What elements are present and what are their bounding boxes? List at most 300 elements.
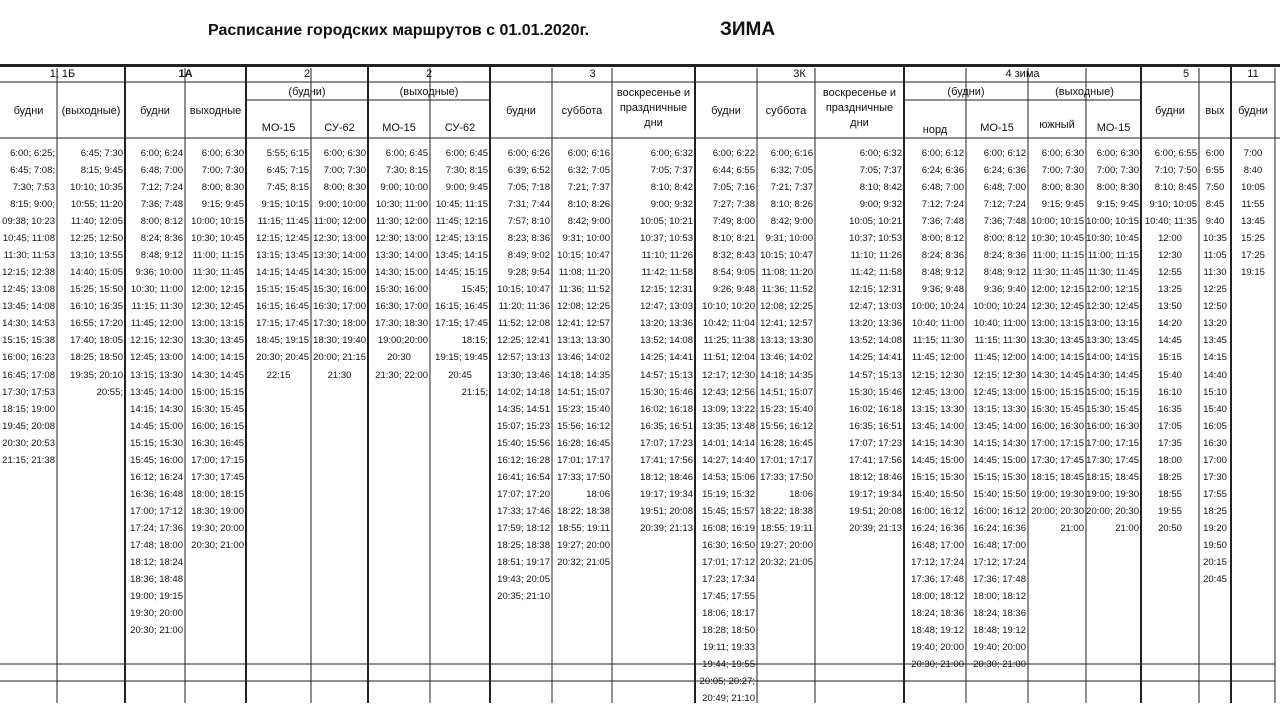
schedule-cell: 17:35 <box>1158 437 1182 449</box>
schedule-cell: 17:30; 17:53 <box>2 386 55 398</box>
schedule-cell: 15:23; 15:40 <box>760 403 813 415</box>
schedule-cell: 19:45; 20:08 <box>2 420 55 432</box>
schedule-cell: 6:00; 6:32 <box>859 148 902 159</box>
schedule-cell: 13:20; 13:36 <box>849 318 902 330</box>
schedule-cell: 8:32; 8:43 <box>712 250 755 262</box>
page-title: Расписание городских маршрутов с 01.01.2020г. <box>208 22 590 39</box>
schedule-cell: 16:24; 16:36 <box>973 522 1026 534</box>
schedule-cell: 13:45; 14:00 <box>973 420 1026 432</box>
schedule-cell: 13:45; 14:15 <box>435 250 488 262</box>
schedule-cell: 14:30; 14:53 <box>2 318 55 330</box>
schedule-cell: 16:30; 16:50 <box>702 539 755 551</box>
schedule-cell: 13:00; 13:15 <box>191 318 244 330</box>
schedule-cell: 19:11; 19:33 <box>702 642 755 654</box>
schedule-cell: 9:28; 9:54 <box>507 267 550 279</box>
schedule-cell: 17:33; 17:46 <box>497 505 550 517</box>
schedule-cell: 8:24; 8:36 <box>140 233 183 245</box>
schedule-cell: 17:07; 17:23 <box>849 437 902 449</box>
column-header: выходные <box>189 105 242 117</box>
schedule-cell: 17:30; 17:45 <box>1086 454 1139 466</box>
column-header: МО-15 <box>1096 122 1131 134</box>
schedule-cell: 10:55; 11:20 <box>70 199 123 211</box>
schedule-cell: 11:30; 11:45 <box>1087 267 1139 279</box>
column-header: будни <box>13 105 44 117</box>
schedule-cell: 20:30; 21:00 <box>973 659 1026 671</box>
schedule-cell: 10:42; 11:04 <box>702 318 755 330</box>
schedule-cell: 6:00; 6:12 <box>983 148 1026 159</box>
schedule-cell: 14:40 <box>1203 369 1227 381</box>
schedule-cell: 11:00; 12:00 <box>313 216 366 228</box>
schedule-cell: 7:30; 7:53 <box>12 182 55 194</box>
schedule-cell: 9:31; 10:00 <box>562 233 610 245</box>
schedule-cell: 14:25; 14:41 <box>849 352 902 364</box>
schedule-cell: 8:48; 9:12 <box>983 267 1026 279</box>
schedule-cell: 7:21; 7:37 <box>567 182 610 194</box>
schedule-cell: 7:31; 7:44 <box>507 199 550 211</box>
schedule-cell: 13:15; 13:30 <box>911 403 964 415</box>
schedule-cell: 11:15; 11:30 <box>912 335 964 347</box>
schedule-cell: 14:30; 15:00 <box>375 267 428 279</box>
schedule-cell: 15:15; 15:45 <box>256 284 309 296</box>
schedule-cell: 17:23; 17:34 <box>702 574 755 585</box>
schedule-cell: 8:42; 9:00 <box>770 216 813 228</box>
schedule-cell: 6:00; 6:24 <box>140 148 183 159</box>
schedule-cell: 15:40; 15:50 <box>911 488 964 500</box>
schedule-cell: 16:00; 16:12 <box>911 505 964 517</box>
schedule-cell: 16:02; 16:18 <box>640 403 693 415</box>
schedule-cell: 14:20 <box>1158 318 1182 330</box>
schedule-cell: 17:33; 17:50 <box>760 471 813 483</box>
schedule-cell: 19:27; 20:00 <box>760 539 813 551</box>
schedule-cell: 16:28; 16:45 <box>557 437 610 449</box>
schedule-cell: 19:20 <box>1203 522 1227 534</box>
schedule-cell: 11:05 <box>1203 250 1227 262</box>
route-header: 2 <box>303 68 311 80</box>
schedule-cell: 20:00; 21:15 <box>313 352 366 364</box>
schedule-cell: 17:30; 17:45 <box>191 471 244 483</box>
schedule-cell: 16:00; 16:12 <box>973 505 1026 517</box>
schedule-cell: 14:45; 15:00 <box>130 420 183 432</box>
schedule-cell: 13:30; 14:00 <box>375 250 428 262</box>
schedule-cell: 15:15; 15:30 <box>911 471 964 483</box>
schedule-cell: 19:40; 20:00 <box>911 642 964 654</box>
schedule-cell: 12:15; 12:30 <box>973 369 1026 381</box>
schedule-cell: 6:00; 6:30 <box>1096 148 1139 159</box>
schedule-cell: 12:17; 12:30 <box>702 369 755 381</box>
schedule-cell: 9:00; 10:00 <box>318 199 366 211</box>
schedule-cell: 18:06; 18:17 <box>702 608 755 620</box>
schedule-cell: 18:25 <box>1158 471 1182 483</box>
schedule-cell: 16:08; 16:19 <box>702 522 755 534</box>
schedule-cell: 17:00; 17:15 <box>1031 437 1084 449</box>
schedule-cell: 15:30; 15:46 <box>640 386 693 398</box>
schedule-cell: 19:55 <box>1158 505 1182 517</box>
schedule-cell: 10:00; 10:15 <box>191 216 244 228</box>
schedule-cell: 12:00; 12:15 <box>1031 284 1084 296</box>
schedule-cell: 13:45 <box>1241 216 1265 228</box>
schedule-cell: 11:30; 11:45 <box>1032 267 1084 279</box>
schedule-cell: 14:53; 15:06 <box>702 471 755 483</box>
schedule-cell: 12:45; 13:08 <box>2 284 55 296</box>
schedule-cell: 16:30; 16:45 <box>191 437 244 449</box>
schedule-cell: 15:40; 15:56 <box>497 437 550 449</box>
schedule-cell: 12:45; 13:15 <box>435 233 488 245</box>
schedule-cell: 17:30; 18:30 <box>375 318 428 330</box>
group-header: (выходные) <box>399 86 459 98</box>
schedule-cell: 7:10; 7:50 <box>1154 165 1197 177</box>
schedule-cell: 19:27; 20:00 <box>557 539 610 551</box>
column-header: будни <box>506 105 536 117</box>
schedule-cell: 15:30; 15:45 <box>191 403 244 415</box>
schedule-cell: 8:10; 8:26 <box>567 199 610 211</box>
group-header: (выходные) <box>1055 86 1114 98</box>
schedule-cell: 14:40; 15:05 <box>70 267 123 279</box>
schedule-cell: 20:32; 21:05 <box>557 556 610 568</box>
schedule-cell: 19:51; 20:08 <box>640 505 693 517</box>
schedule-cell: 15:00; 15:15 <box>191 386 244 398</box>
schedule-cell: 18:48; 19:12 <box>973 625 1026 637</box>
schedule-cell: 16:12; 16:24 <box>130 471 183 483</box>
schedule-cell: 15:40 <box>1203 403 1227 415</box>
schedule-cell: 10:30; 11:00 <box>130 284 183 296</box>
schedule-cell: 6:39; 6:52 <box>507 165 550 177</box>
schedule-cell: 8:10; 8:42 <box>650 182 693 194</box>
schedule-cell: 18:12; 18:24 <box>130 556 183 568</box>
schedule-cell: 6:00; 6:30 <box>201 148 244 159</box>
schedule-cell: 17:00; 17:15 <box>1086 437 1139 449</box>
column-header: южный <box>1039 119 1075 131</box>
schedule-cell: 17:30; 17:45 <box>1031 454 1084 466</box>
schedule-cell: 11:30; 11:53 <box>3 250 55 262</box>
schedule-cell: 17:30 <box>1203 471 1227 483</box>
schedule-cell: 12:47; 13:03 <box>849 301 902 313</box>
schedule-cell: 12:15; 12:31 <box>849 284 902 296</box>
schedule-cell: 17:24; 17:36 <box>130 522 183 534</box>
schedule-cell: 16:02; 16:18 <box>849 403 902 415</box>
schedule-cell: 9:15; 9:45 <box>1096 199 1139 211</box>
schedule-cell: 18:15; <box>461 335 488 347</box>
schedule-cell: 16:35; 16:51 <box>849 420 902 432</box>
schedule-cell: 12:45; 13:00 <box>973 386 1026 398</box>
schedule-cell: 10:00; 10:15 <box>1031 216 1084 228</box>
schedule-cell: 17:59; 18:12 <box>497 522 550 534</box>
schedule-cell: 21:00 <box>1060 522 1084 534</box>
schedule-cell: 10:37; 10:53 <box>849 233 902 245</box>
schedule-cell: 10:05; 10:21 <box>849 216 902 228</box>
schedule-cell: 6:00 <box>1205 148 1225 159</box>
schedule-cell: 8:23; 8:36 <box>507 233 550 245</box>
schedule-cell: 10:30; 10:45 <box>1086 233 1139 245</box>
schedule-cell: 14:45; 15:00 <box>973 454 1026 466</box>
column-header: СУ-62 <box>444 122 476 134</box>
schedule-cell: 14:30; 14:45 <box>1086 369 1139 381</box>
schedule-cell: 09:38; 10:23 <box>2 216 55 228</box>
schedule-cell: 11:40; 12:05 <box>70 216 123 228</box>
schedule-cell: 10:00; 10:24 <box>911 301 964 313</box>
schedule-cell: 14:15 <box>1203 352 1227 364</box>
schedule-cell: 16:35 <box>1158 403 1182 415</box>
schedule-cell: 11:00; 11:15 <box>192 250 244 262</box>
schedule-cell: 17:07; 17:23 <box>640 437 693 449</box>
schedule-cell: 13:45; 14:00 <box>130 386 183 398</box>
schedule-cell: 15:19; 15:32 <box>702 488 755 500</box>
schedule-cell: 10:10; 10:35 <box>70 182 123 194</box>
schedule-cell: 7:36; 7:48 <box>921 216 964 228</box>
schedule-cell: 6:24; 6:36 <box>983 165 1026 177</box>
schedule-cell: 6:00; 6:32 <box>650 148 693 159</box>
schedule-cell: 20:49; 21:10 <box>702 693 755 705</box>
schedule-cell: 15:25; 15:50 <box>70 284 123 296</box>
column-header: будни <box>1238 105 1268 117</box>
schedule-cell: 12:25; 12:41 <box>497 335 550 347</box>
schedule-cell: 6:24; 6:36 <box>921 165 964 177</box>
schedule-cell: 13:52; 14:08 <box>640 335 693 347</box>
schedule-cell: 19:00; 19:15 <box>130 591 183 603</box>
schedule-cell: 7:05; 7:18 <box>507 182 550 194</box>
schedule-cell: 11:51; 12:04 <box>702 352 755 364</box>
schedule-cell: 7:00; 7:30 <box>201 165 244 177</box>
schedule-cell: 20:30; 21:00 <box>191 539 244 551</box>
column-header: воскресенье и праздничные дни <box>822 87 897 129</box>
schedule-cell: 9:00; 9:32 <box>650 199 693 211</box>
schedule-cell: 9:15; 9:45 <box>1041 199 1084 211</box>
schedule-cell: 16:00; 16:23 <box>2 352 55 364</box>
schedule-cell: 15:45; 16:00 <box>130 454 183 466</box>
schedule-cell: 16:48; 17:00 <box>973 539 1026 551</box>
schedule-cell: 10:30; 11:00 <box>375 199 428 211</box>
column-header: будни <box>140 105 170 117</box>
route-header: 2 <box>425 68 433 80</box>
schedule-cell: 8:00; 8:30 <box>1096 182 1139 194</box>
schedule-cell: 9:36; 10:00 <box>135 267 183 279</box>
schedule-cell: 8:00; 8:30 <box>201 182 244 194</box>
schedule-cell: 10:40; 11:35 <box>1144 216 1197 228</box>
schedule-cell: 17:00; 17:15 <box>191 454 244 466</box>
schedule-cell: 13:30; 13:46 <box>497 369 550 381</box>
schedule-cell: 12:45; 13:00 <box>911 386 964 398</box>
schedule-cell: 20:30; 21:00 <box>130 625 183 637</box>
schedule-cell: 10:15; 10:47 <box>557 250 610 262</box>
schedule-cell: 11:20; 11:36 <box>498 301 550 313</box>
column-header: СУ-62 <box>324 122 355 134</box>
schedule-cell: 11:10; 11:26 <box>641 250 693 262</box>
schedule-cell: 13:52; 14:08 <box>849 335 902 347</box>
schedule-cell: 13:13; 13:30 <box>760 335 813 347</box>
schedule-cell: 6:00; 6:45 <box>445 148 488 159</box>
schedule-cell: 14:15; 14:30 <box>973 437 1026 449</box>
schedule-cell: 18:25; 18:38 <box>497 539 550 551</box>
schedule-cell: 6:00; 6:45 <box>385 148 428 159</box>
schedule-cell: 20:39; 21:13 <box>849 522 902 534</box>
schedule-cell: 17:05 <box>1158 420 1182 432</box>
schedule-cell: 14:15; 14:45 <box>256 267 309 279</box>
schedule-cell: 11:36; 11:52 <box>761 284 813 296</box>
season-label: ЗИМА <box>720 19 776 40</box>
schedule-cell: 12:15; 12:30 <box>911 369 964 381</box>
schedule-cell: 11:25; 11:38 <box>703 335 755 347</box>
schedule-cell: 8:10; 8:45 <box>1154 182 1197 194</box>
schedule-cell: 6:00; 6:22 <box>712 148 755 159</box>
schedule-cell: 10:10; 10:20 <box>702 301 755 313</box>
schedule-cell: 20:15 <box>1203 556 1227 568</box>
schedule-cell: 7:36; 7:48 <box>983 216 1026 228</box>
schedule-cell: 21:15; 21:38 <box>2 454 55 466</box>
schedule-cell: 6:00; 6:30 <box>1041 148 1084 159</box>
schedule-cell: 7:12; 7:24 <box>921 199 964 211</box>
schedule-cell: 12:25 <box>1203 284 1227 296</box>
schedule-cell: 17:36; 17:48 <box>973 574 1026 585</box>
column-header: МО-15 <box>261 122 296 134</box>
schedule-cell: 12:43; 12:56 <box>702 386 755 398</box>
schedule-cell: 15:30; 16:00 <box>313 284 366 296</box>
schedule-cell: 6:45; 7:15 <box>266 165 309 177</box>
schedule-cell: 15:56; 16:12 <box>760 420 813 432</box>
schedule-cell: 16:35; 16:51 <box>640 420 693 432</box>
schedule-cell: 17:45; 17:55 <box>702 591 755 603</box>
schedule-cell: 16:55; 17:20 <box>70 318 123 330</box>
schedule-cell: 11:42; 11:58 <box>641 267 693 279</box>
route-header: 4 зима <box>1005 68 1040 80</box>
column-header: будни <box>711 105 741 117</box>
schedule-cell: 9:40 <box>1205 216 1225 228</box>
route-header: 5 <box>1182 68 1190 80</box>
schedule-cell: 19:50 <box>1203 539 1227 551</box>
schedule-cell: 14:51; 15:07 <box>557 386 610 398</box>
schedule-cell: 18:15; 18:45 <box>1086 471 1139 483</box>
schedule-cell: 13:30; 13:45 <box>191 335 244 347</box>
schedule-cell: 13:30; 14:00 <box>313 250 366 262</box>
schedule-cell: 13:46; 14:02 <box>557 352 610 364</box>
schedule-cell: 16:41; 16:54 <box>497 471 550 483</box>
schedule-cell: 16:05 <box>1203 420 1227 432</box>
schedule-cell: 12:30; 12:45 <box>191 301 244 313</box>
schedule-cell: 18:06 <box>789 488 813 500</box>
schedule-cell: 12:00 <box>1158 233 1182 245</box>
schedule-cell: 19:30; 20:00 <box>130 608 183 620</box>
schedule-cell: 22:15 <box>266 369 291 381</box>
schedule-cell: 11:45; 12:00 <box>130 318 183 330</box>
schedule-cell: 8:24; 8:36 <box>921 250 964 262</box>
schedule-cell: 17:01; 17:17 <box>760 454 813 466</box>
schedule-cell: 10:45; 11:08 <box>2 233 55 245</box>
schedule-cell: 12:41; 12:57 <box>557 318 610 330</box>
schedule-cell: 11:00; 11:15 <box>1032 250 1084 262</box>
schedule-cell: 18:22; 18:38 <box>760 505 813 517</box>
schedule-cell: 15:45; <box>461 284 488 296</box>
schedule-cell: 8:42; 9:00 <box>567 216 610 228</box>
schedule-cell: 15:15; 15:38 <box>2 335 55 347</box>
schedule-cell: 17:07; 17:20 <box>497 488 550 500</box>
schedule-cell: 11:36; 11:52 <box>558 284 610 296</box>
schedule-cell: 16:30; 17:00 <box>375 301 428 313</box>
schedule-cell: 11:30; 12:00 <box>375 216 428 228</box>
schedule-cell: 12:30; 13:00 <box>313 233 366 245</box>
schedule-cell: 16:30 <box>1203 437 1227 449</box>
schedule-cell: 15:40 <box>1158 369 1182 381</box>
schedule-cell: 6:00; 6:25; <box>10 148 55 159</box>
schedule-cell: 10:00; 10:24 <box>973 301 1026 313</box>
schedule-cell: 17:36; 17:48 <box>911 574 964 585</box>
schedule-cell: 6:00; 6:55 <box>1154 148 1197 159</box>
schedule-cell: 10:30; 10:45 <box>1031 233 1084 245</box>
schedule-cell: 14:01; 14:14 <box>702 437 755 449</box>
schedule-cell: 18:36; 18:48 <box>130 574 183 585</box>
schedule-cell: 16:45; 17:08 <box>2 369 55 381</box>
schedule-cell: 8:10; 8:21 <box>712 233 755 245</box>
schedule-cell: 6:55 <box>1205 165 1225 177</box>
schedule-cell: 7:12; 7:24 <box>983 199 1026 211</box>
schedule-cell: 12:30; 13:00 <box>375 233 428 245</box>
schedule-cell: 12:50 <box>1203 301 1227 313</box>
schedule-cell: 8:00; 8:12 <box>921 233 964 245</box>
schedule-cell: 15:23; 15:40 <box>557 403 610 415</box>
schedule-cell: 18:06 <box>586 488 610 500</box>
schedule-cell: 8:24; 8:36 <box>983 250 1026 262</box>
schedule-cell: 6:00; 6:16 <box>567 148 610 159</box>
schedule-cell: 14:35; 14:51 <box>497 403 550 415</box>
schedule-cell: 8:40 <box>1243 165 1263 177</box>
schedule-cell: 12:15; 12:45 <box>256 233 309 245</box>
schedule-cell: 19:43; 20:05 <box>497 574 550 585</box>
schedule-cell: 7:49; 8:00 <box>712 216 755 228</box>
schedule-cell: 20:55; <box>96 386 123 398</box>
schedule-cell: 14:57; 15:13 <box>849 369 902 381</box>
schedule-cell: 17:25 <box>1241 250 1265 262</box>
schedule-cell: 8:15; 9:00; <box>10 199 55 211</box>
schedule-cell: 18:00; 18:12 <box>911 591 964 603</box>
schedule-cell: 9:36; 9:48 <box>921 284 964 296</box>
schedule-cell: 19:17; 19:34 <box>640 488 693 500</box>
schedule-cell: 18:12; 18:46 <box>640 471 693 483</box>
schedule-cell: 18:00; 18:12 <box>973 591 1026 603</box>
schedule-cell: 5:55; 6:15 <box>266 148 309 159</box>
schedule-cell: 18:30; 19:40 <box>313 335 366 347</box>
schedule-cell: 10:45; 11:15 <box>435 199 488 211</box>
schedule-cell: 15:15 <box>1158 352 1182 364</box>
schedule-cell: 21:30 <box>327 369 352 381</box>
schedule-cell: 20:35; 21:10 <box>497 591 550 603</box>
schedule-cell: 9:15; 9:45 <box>201 199 244 211</box>
schedule-cell: 7:45; 8:15 <box>266 182 309 194</box>
schedule-cell: 19:00; 19:30 <box>1031 488 1084 500</box>
schedule-cell: 11:30 <box>1203 267 1227 279</box>
schedule-cell: 10:00; 10:15 <box>1086 216 1139 228</box>
schedule-cell: 14:15; 14:30 <box>130 403 183 415</box>
schedule-cell: 10:37; 10:53 <box>640 233 693 245</box>
schedule-cell: 14:00; 14:15 <box>1086 352 1139 364</box>
schedule-cell: 11:08; 11:20 <box>558 267 610 279</box>
schedule-cell: 18:25 <box>1203 505 1227 517</box>
schedule-cell: 8:45 <box>1205 199 1225 211</box>
schedule-cell: 20:30; 21:00 <box>911 659 964 671</box>
schedule-cell: 12:55 <box>1158 267 1182 279</box>
schedule-cell: 10:35 <box>1203 233 1227 245</box>
schedule-cell: 9:15; 10:15 <box>261 199 309 211</box>
schedule-cell: 7:00; 7:30 <box>323 165 366 177</box>
schedule-cell: 10:40; 11:00 <box>973 318 1026 330</box>
schedule-cell: 20:45 <box>1203 574 1227 585</box>
schedule-cell: 11:42; 11:58 <box>850 267 902 279</box>
schedule-cell: 18:30; 19:00 <box>191 505 244 517</box>
schedule-cell: 13:50 <box>1158 301 1182 313</box>
schedule-cell: 14:51; 15:07 <box>760 386 813 398</box>
schedule-cell: 9:10; 10:05 <box>1149 199 1197 211</box>
schedule-cell: 18:55 <box>1158 488 1182 500</box>
schedule-cell: 9:31; 10:00 <box>765 233 813 245</box>
schedule-cell: 11:15; 11:45 <box>257 216 309 228</box>
schedule-cell: 13:10; 13:55 <box>70 250 123 262</box>
schedule-cell: 21:30; 22:00 <box>375 369 428 381</box>
